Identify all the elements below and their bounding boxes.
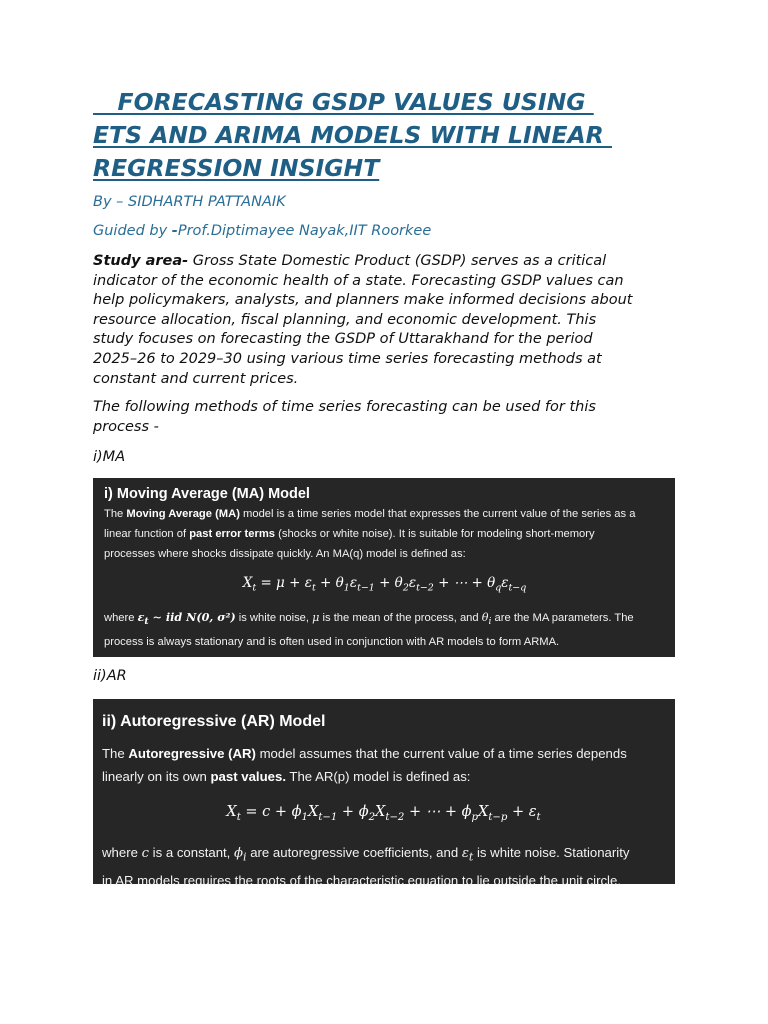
ar-text: where <box>102 844 142 860</box>
ar-bold-term: Autoregressive (AR) <box>128 746 256 761</box>
ma-text: linear function of <box>104 528 190 540</box>
ma-text: model is a time series model that expresses the current value of the series as a <box>239 508 636 520</box>
methods-intro-paragraph <box>93 398 693 437</box>
ma-math-inline: μ <box>312 610 320 624</box>
ma-text: processes where shocks dissipate quickly. An MA(q) model is defined as: <box>104 548 466 560</box>
ma-math-inline: $\varepsilon_t$ ∼ iid N(0, σ²) <box>137 609 236 627</box>
study-area-text: help policymakers, analysts, and planners make informed decisions about <box>93 292 633 309</box>
guided-prefix: Guided by <box>93 223 172 239</box>
ar-description <box>102 742 665 788</box>
study-area-text: resource allocation, fiscal planning, and economic development. This <box>93 311 597 328</box>
title-line: FORECASTING GSDP VALUES USING <box>93 88 594 116</box>
ar-model-image <box>93 699 675 888</box>
ma-text: is the mean of the process, and <box>319 611 482 624</box>
methods-intro-text: The following methods of time series forecasting can be used for this <box>93 399 596 415</box>
study-area-text: indicator of the economic health of a state. Forecasting GSDP values can <box>93 272 624 289</box>
ma-text: process is always stationary and is often used in conjunction with AR models to form ARMA. <box>104 635 560 648</box>
ar-math-inline: $\phi_i$ <box>234 845 247 864</box>
ar-math-inline: $\varepsilon_t$ <box>461 845 474 864</box>
ar-bold-term: past values. <box>210 769 286 784</box>
ar-text: The AR(p) model is defined as: <box>285 769 471 784</box>
study-area-text: Gross State Domestic Product (GSDP) serves as a critical <box>188 253 607 269</box>
methods-intro-text: process - <box>93 418 159 435</box>
ar-text: model assumes that the current value of a time series depends <box>255 746 627 761</box>
ma-model-image <box>93 478 675 657</box>
ar-text: linearly on its own <box>102 769 211 784</box>
ma-math-inline: $\theta_i$ <box>481 610 492 627</box>
study-area-text: 2025–26 to 2029–30 using various time series forecasting methods at <box>93 350 602 367</box>
study-area-label: Study area- <box>93 253 189 269</box>
title-line: REGRESSION INSIGHT <box>93 154 380 182</box>
ar-text: is a constant, <box>148 844 235 860</box>
study-area-text: study focuses on forecasting the GSDP of Uttarakhand for the period <box>93 331 593 348</box>
ar-heading: ii) Autoregressive (AR) Model <box>102 713 326 730</box>
ma-text: (shocks or white noise). It is suitable for modeling short-memory <box>275 528 595 540</box>
ar-label: ii)AR <box>93 668 127 684</box>
ma-equation: $X_t = \mu + \varepsilon_t + \theta_1\varepsilon_{t-1} + \theta_2\varepsilon_{t-2}$ + ⋯ + $\theta_q\varepsilon_{t-q}$ <box>242 575 527 594</box>
ma-text: is white noise, <box>235 611 313 624</box>
ma-bold-term: Moving Average (MA) <box>126 508 240 520</box>
study-area-text: constant and current prices. <box>93 370 299 387</box>
study-area-paragraph <box>93 252 693 389</box>
ma-heading: i) Moving Average (MA) Model <box>104 486 310 502</box>
ma-bold-term: past error terms <box>189 528 276 540</box>
ar-math-inline: c <box>141 845 149 861</box>
ar-text: is white noise. Stationarity <box>473 844 630 860</box>
ma-text: are the MA parameters. The <box>491 611 634 624</box>
ma-description <box>104 504 665 564</box>
ar-text: The <box>102 746 129 761</box>
guided-by-line <box>93 223 431 239</box>
ar-text: are autoregressive coefficients, and <box>246 844 462 860</box>
ma-text: where <box>104 611 138 624</box>
ma-notes <box>104 607 665 652</box>
ma-text: The <box>104 508 127 520</box>
ar-text: in AR models requires the roots of the characteristic equation to lie outside the unit circle. <box>102 872 621 888</box>
guide-name: Prof.Diptimayee Nayak,IIT Roorkee <box>177 223 432 239</box>
document-title <box>93 86 713 185</box>
ma-label: i)MA <box>93 449 126 465</box>
title-line: ETS AND ARIMA MODELS WITH LINEAR <box>93 121 612 149</box>
ar-notes <box>102 841 665 892</box>
guided-dash: - <box>171 223 178 239</box>
author-byline: By – SIDHARTH PATTANAIK <box>93 194 286 210</box>
ar-equation: $X_t = c + \phi_1X_{t-1} + \phi_2X_{t-2}$ + ⋯ + $\phi_pX_{t-p} + \varepsilon_t$ <box>226 804 541 823</box>
